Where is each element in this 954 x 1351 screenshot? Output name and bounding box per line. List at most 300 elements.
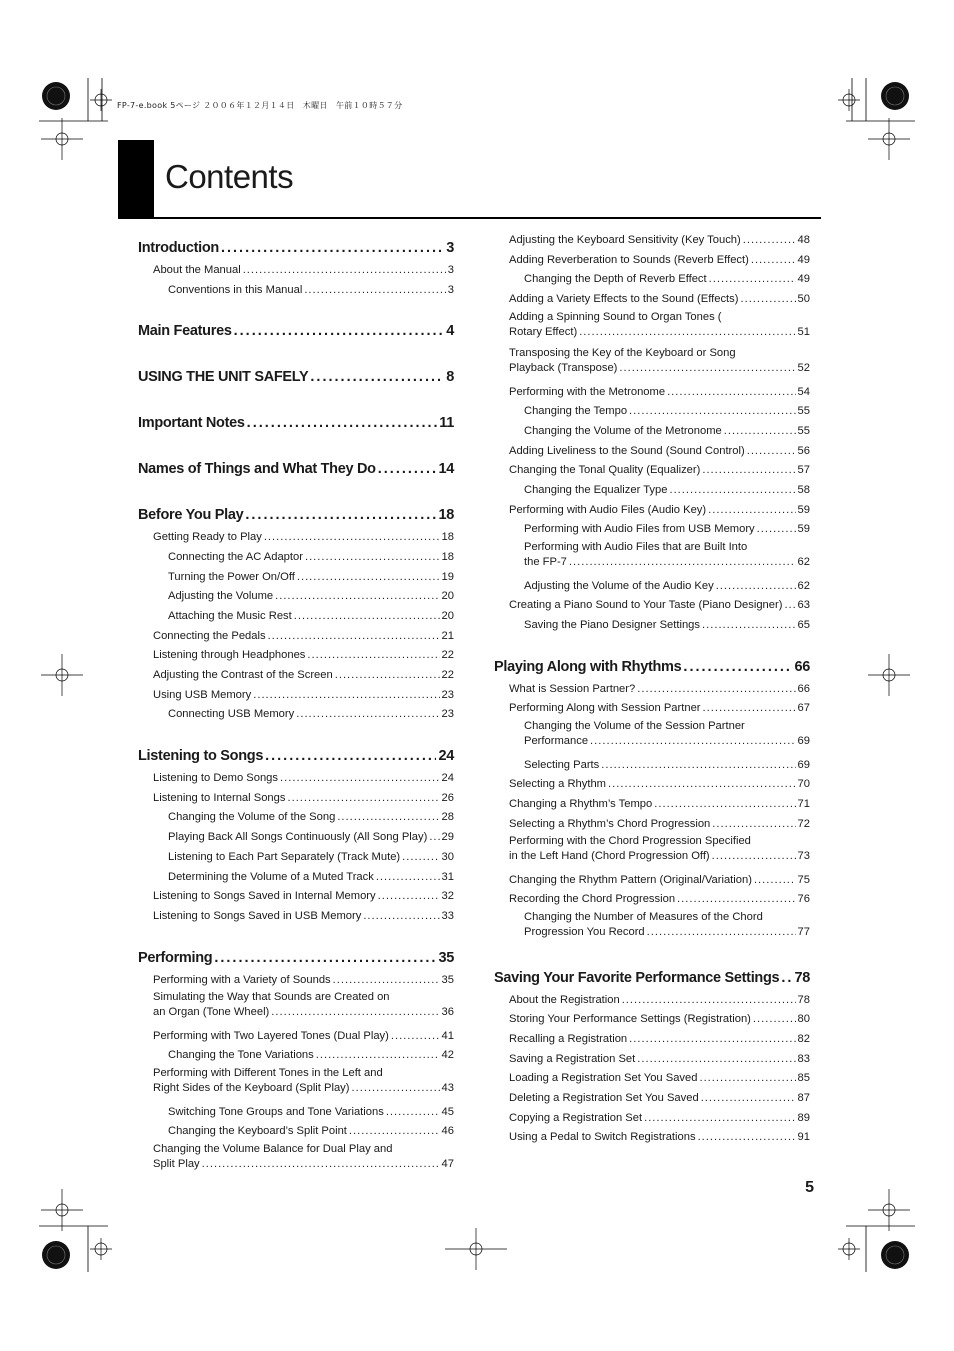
dot-leader bbox=[601, 759, 795, 771]
toc-entry-title-line1: Simulating the Way that Sounds are Created on bbox=[153, 991, 390, 1004]
toc-page-number: 3 bbox=[447, 263, 454, 276]
dot-leader bbox=[590, 735, 796, 747]
toc-entry[interactable] bbox=[494, 576, 810, 596]
toc-entry[interactable] bbox=[138, 1141, 454, 1175]
toc-entry-title: Changing the Depth of Reverb Effect bbox=[524, 273, 707, 286]
toc-page-number: 45 bbox=[441, 1105, 454, 1118]
toc-entry[interactable] bbox=[494, 309, 810, 343]
toc-entry-title: an Organ (Tone Wheel) bbox=[153, 1006, 270, 1019]
toc-entry[interactable] bbox=[494, 870, 810, 890]
toc-entry-title: Performance bbox=[524, 735, 589, 748]
toc-entry[interactable] bbox=[138, 886, 454, 906]
toc-entry-title-line1: Changing the Volume Balance for Dual Play and bbox=[153, 1143, 393, 1156]
toc-page-number: 52 bbox=[797, 362, 810, 375]
toc-entry-title: Selecting Parts bbox=[524, 758, 600, 771]
toc-page-number: 24 bbox=[441, 772, 454, 785]
toc-entry[interactable] bbox=[494, 755, 810, 775]
dot-leader bbox=[708, 504, 795, 516]
toc-page-number: 59 bbox=[797, 503, 810, 516]
toc-entry[interactable] bbox=[494, 615, 810, 635]
toc-page-number: 62 bbox=[797, 579, 810, 592]
dot-leader bbox=[698, 1131, 796, 1143]
toc-entry-title: Deleting a Registration Set You Saved bbox=[509, 1092, 699, 1105]
title-black-bar bbox=[118, 140, 154, 219]
toc-chapter[interactable] bbox=[138, 738, 454, 764]
toc-page-number: 3 bbox=[447, 283, 454, 296]
toc-entry[interactable] bbox=[138, 705, 454, 725]
toc-page-number: 22 bbox=[441, 649, 454, 662]
toc-page-number: 76 bbox=[797, 893, 810, 906]
dot-leader bbox=[622, 994, 796, 1006]
dot-leader bbox=[702, 464, 795, 476]
dot-leader bbox=[202, 1158, 440, 1170]
dot-leader bbox=[644, 1112, 795, 1124]
toc-page-number: 35 bbox=[441, 973, 454, 986]
toc-page-number: 82 bbox=[797, 1033, 810, 1046]
toc-page-number: 66 bbox=[797, 682, 810, 695]
dot-leader bbox=[378, 890, 440, 902]
toc-entry[interactable] bbox=[138, 788, 454, 808]
dot-leader bbox=[747, 445, 796, 457]
toc-entry[interactable] bbox=[494, 441, 810, 461]
toc-chapter[interactable] bbox=[494, 960, 810, 986]
toc-page-number: 57 bbox=[797, 464, 810, 477]
toc-entry-title: Adding a Variety Effects to the Sound (Effects) bbox=[509, 292, 739, 305]
toc-entry[interactable] bbox=[138, 646, 454, 666]
toc-chapter[interactable] bbox=[138, 313, 454, 339]
toc-page-number: 36 bbox=[441, 1006, 454, 1019]
dot-leader bbox=[391, 1030, 440, 1042]
dot-leader bbox=[703, 702, 796, 714]
dot-leader bbox=[221, 240, 444, 256]
toc-page-number: 11 bbox=[439, 415, 454, 432]
toc-page-number: 4 bbox=[446, 323, 454, 340]
toc-page-number: 19 bbox=[441, 570, 454, 583]
toc-entry[interactable] bbox=[494, 679, 810, 699]
toc-entry-title: Connecting the AC Adaptor bbox=[168, 550, 303, 563]
toc-page-number: 48 bbox=[797, 233, 810, 246]
toc-entry-title: Performing with the Metronome bbox=[509, 385, 666, 398]
toc-entry[interactable] bbox=[494, 250, 810, 270]
dot-leader bbox=[264, 531, 440, 543]
toc-entry-title: Changing the Tone Variations bbox=[168, 1049, 314, 1062]
dot-leader bbox=[378, 461, 437, 477]
toc-page-number: 3 bbox=[446, 240, 454, 256]
toc-entry[interactable] bbox=[494, 500, 810, 520]
dot-leader bbox=[234, 323, 445, 339]
toc-entry[interactable] bbox=[494, 421, 810, 441]
toc-entry[interactable] bbox=[494, 480, 810, 500]
toc-entry-title: Creating a Piano Sound to Your Taste (Piano Designer) bbox=[509, 599, 783, 612]
dot-leader bbox=[740, 293, 795, 305]
dot-leader bbox=[784, 599, 795, 611]
toc-entry[interactable] bbox=[494, 345, 810, 379]
toc-page-number: 32 bbox=[441, 890, 454, 903]
toc-entry-title: Changing the Volume of the Metronome bbox=[524, 424, 722, 437]
toc-chapter[interactable] bbox=[138, 405, 454, 431]
dot-leader bbox=[647, 926, 796, 938]
toc-entry-title: Listening to Songs Saved in USB Memory bbox=[153, 909, 362, 922]
toc-page-number: 28 bbox=[441, 811, 454, 824]
toc-entry[interactable] bbox=[138, 260, 454, 280]
toc-entry[interactable] bbox=[494, 1029, 810, 1049]
toc-entry-title: Main Features bbox=[138, 323, 232, 340]
toc-entry-title: About the Registration bbox=[509, 993, 620, 1006]
toc-entry-title: Performing bbox=[138, 949, 213, 966]
dot-leader bbox=[751, 254, 796, 266]
toc-entry-title: Adjusting the Keyboard Sensitivity (Key Touch) bbox=[509, 233, 741, 246]
page-title: Contents bbox=[165, 158, 294, 195]
dot-leader bbox=[629, 1033, 795, 1045]
toc-entry[interactable] bbox=[138, 906, 454, 926]
dot-leader bbox=[629, 405, 796, 417]
toc-entry[interactable] bbox=[494, 794, 810, 814]
dot-leader bbox=[667, 386, 795, 398]
toc-page-number: 50 bbox=[797, 292, 810, 305]
toc-entry[interactable] bbox=[494, 401, 810, 421]
toc-entry-title: Names of Things and What They Do bbox=[138, 461, 376, 478]
dot-leader bbox=[608, 778, 796, 790]
toc-entry[interactable] bbox=[494, 269, 810, 289]
dot-leader bbox=[386, 1106, 440, 1118]
toc-entry-title: the FP-7 bbox=[524, 556, 567, 569]
toc-entry[interactable] bbox=[138, 626, 454, 646]
dot-leader bbox=[352, 1082, 440, 1094]
toc-entry-title: Adding Reverberation to Sounds (Reverb Effect) bbox=[509, 253, 749, 266]
toc-entry-title: Playing Back All Songs Continuously (All Song Play) bbox=[168, 831, 428, 844]
toc-entry-title: Changing the Tempo bbox=[524, 405, 628, 418]
toc-entry[interactable] bbox=[494, 382, 810, 402]
toc-entry-title: Changing the Tonal Quality (Equalizer) bbox=[509, 464, 701, 477]
toc-entry-title: Connecting the Pedals bbox=[153, 629, 266, 642]
dot-leader bbox=[716, 580, 796, 592]
toc-page-number: 75 bbox=[797, 873, 810, 886]
toc-entry-title: Switching Tone Groups and Tone Variations bbox=[168, 1105, 384, 1118]
dot-leader bbox=[701, 1092, 796, 1104]
toc-entry-title: Conventions in this Manual bbox=[168, 283, 303, 296]
toc-entry-title: Introduction bbox=[138, 240, 219, 256]
toc-entry-title: Adjusting the Volume bbox=[168, 590, 274, 603]
toc-entry-title: Selecting a Rhythm’s Chord Progression bbox=[509, 817, 711, 830]
title-rule bbox=[118, 217, 821, 219]
toc-entry[interactable] bbox=[494, 289, 810, 309]
toc-page-number: 33 bbox=[441, 909, 454, 922]
toc-entry[interactable] bbox=[494, 909, 810, 943]
toc-page-number: 55 bbox=[797, 405, 810, 418]
toc-entry-title: Saving the Piano Designer Settings bbox=[524, 618, 701, 631]
dot-leader bbox=[753, 1013, 796, 1025]
dot-leader bbox=[402, 851, 439, 863]
toc-page-number: 49 bbox=[797, 253, 810, 266]
toc-entry[interactable] bbox=[138, 280, 454, 300]
toc-entry[interactable] bbox=[494, 595, 810, 615]
toc-entry-title: Using USB Memory bbox=[153, 688, 252, 701]
dot-leader bbox=[280, 772, 440, 784]
toc-entry[interactable] bbox=[138, 1046, 454, 1066]
dot-leader bbox=[271, 1006, 439, 1018]
toc-entry-title: Changing a Rhythm’s Tempo bbox=[509, 797, 653, 810]
toc-entry[interactable] bbox=[138, 847, 454, 867]
toc-entry-title: Changing the Rhythm Pattern (Original/Variation) bbox=[509, 873, 752, 886]
toc-entry[interactable] bbox=[494, 890, 810, 910]
dot-leader bbox=[316, 1049, 440, 1061]
toc-page-number: 55 bbox=[797, 424, 810, 437]
toc-page-number: 78 bbox=[794, 969, 810, 986]
toc-page-number: 30 bbox=[441, 850, 454, 863]
dot-leader bbox=[297, 571, 440, 583]
toc-entry-title: Adding Liveliness to the Sound (Sound Control) bbox=[509, 444, 745, 457]
toc-page-number: 72 bbox=[797, 817, 810, 830]
toc-page-number: 78 bbox=[797, 993, 810, 1006]
toc-entry-title-line1: Changing the Volume of the Session Partner bbox=[524, 720, 745, 733]
toc-entry-title-line1: Performing with Audio Files that are Built Into bbox=[524, 541, 748, 554]
toc-entry[interactable] bbox=[494, 1108, 810, 1128]
toc-entry[interactable] bbox=[494, 1049, 810, 1069]
toc-entry-title: Connecting USB Memory bbox=[168, 708, 295, 721]
toc-page-number: 69 bbox=[797, 758, 810, 771]
toc-page-number: 8 bbox=[446, 369, 454, 386]
toc-entry-title-line1: Performing with the Chord Progression Specified bbox=[509, 835, 751, 848]
dot-leader bbox=[702, 619, 796, 631]
toc-entry[interactable] bbox=[138, 586, 454, 606]
dot-leader bbox=[363, 910, 439, 922]
toc-entry-title: Recording the Chord Progression bbox=[509, 893, 676, 906]
toc-page-number: 51 bbox=[797, 325, 810, 338]
dot-leader bbox=[699, 1072, 795, 1084]
toc-entry[interactable] bbox=[494, 1128, 810, 1148]
toc-chapter[interactable] bbox=[138, 230, 454, 256]
toc-entry-title: Changing the Equalizer Type bbox=[524, 484, 668, 497]
toc-page-number: 49 bbox=[797, 273, 810, 286]
dot-leader bbox=[307, 649, 439, 661]
toc-page-number: 20 bbox=[441, 609, 454, 622]
dot-leader bbox=[214, 950, 436, 966]
toc-page-number: 54 bbox=[797, 385, 810, 398]
toc-page-number: 80 bbox=[797, 1013, 810, 1026]
dot-leader bbox=[569, 556, 796, 568]
toc-chapter[interactable] bbox=[138, 940, 454, 966]
toc-entry-title: Turning the Power On/Off bbox=[168, 570, 295, 583]
dot-leader bbox=[754, 874, 796, 886]
toc-entry-title: Saving Your Favorite Performance Settings bbox=[494, 969, 780, 986]
toc-entry-title: Performing Along with Session Partner bbox=[509, 702, 701, 715]
toc-entry-title: Listening to Songs bbox=[138, 748, 264, 765]
toc-entry-title: Selecting a Rhythm bbox=[509, 778, 607, 791]
dot-leader bbox=[669, 484, 795, 496]
toc-entry[interactable] bbox=[494, 718, 810, 752]
dot-leader bbox=[337, 811, 439, 823]
toc-entry-title: About the Manual bbox=[153, 263, 241, 276]
toc-entry[interactable] bbox=[138, 970, 454, 990]
toc-entry[interactable] bbox=[494, 1069, 810, 1089]
toc-page-number: 59 bbox=[797, 523, 810, 536]
toc-page-number: 29 bbox=[441, 831, 454, 844]
toc-page-number: 18 bbox=[441, 531, 454, 544]
toc-entry[interactable] bbox=[494, 520, 810, 540]
toc-entry-title: Using a Pedal to Switch Registrations bbox=[509, 1131, 696, 1144]
toc-page-number: 65 bbox=[797, 618, 810, 631]
toc-chapter[interactable] bbox=[494, 649, 810, 675]
toc-entry-title: Changing the Volume of the Song bbox=[168, 811, 336, 824]
toc-entry[interactable] bbox=[494, 230, 810, 250]
toc-entry[interactable] bbox=[138, 527, 454, 547]
toc-entry[interactable] bbox=[494, 539, 810, 573]
toc-entry-title: Playing Along with Rhythms bbox=[494, 658, 682, 675]
toc-entry[interactable] bbox=[494, 990, 810, 1010]
toc-page-number: 83 bbox=[797, 1052, 810, 1065]
toc-page-number: 20 bbox=[441, 590, 454, 603]
toc-page-number: 21 bbox=[441, 629, 454, 642]
toc-entry-title: Performing with Two Layered Tones (Dual Play) bbox=[153, 1029, 389, 1042]
dot-leader bbox=[247, 415, 438, 431]
toc-page-number: 22 bbox=[441, 669, 454, 682]
toc-entry-title: Loading a Registration Set You Saved bbox=[509, 1072, 698, 1085]
toc-entry[interactable] bbox=[138, 567, 454, 587]
dot-leader bbox=[724, 425, 796, 437]
dot-leader bbox=[637, 683, 795, 695]
toc-page-number: 77 bbox=[797, 926, 810, 939]
toc-page-number: 47 bbox=[441, 1158, 454, 1171]
dot-leader bbox=[268, 630, 440, 642]
dot-leader bbox=[712, 818, 795, 830]
toc-entry-title: What is Session Partner? bbox=[509, 682, 636, 695]
toc-entry[interactable] bbox=[494, 1088, 810, 1108]
toc-entry[interactable] bbox=[138, 1102, 454, 1122]
toc-entry-title: Determining the Volume of a Muted Track bbox=[168, 870, 374, 883]
toc-entry-title: Adjusting the Contrast of the Screen bbox=[153, 669, 333, 682]
toc-page-number: 89 bbox=[797, 1111, 810, 1124]
toc-page-number: 23 bbox=[441, 688, 454, 701]
toc-entry-title: Progression You Record bbox=[524, 926, 645, 939]
toc-page-number: 46 bbox=[441, 1125, 454, 1138]
toc-entry-title-line1: Changing the Number of Measures of the Chord bbox=[524, 911, 763, 924]
toc-page-number: 91 bbox=[797, 1131, 810, 1144]
dot-leader bbox=[305, 551, 440, 563]
dot-leader bbox=[275, 590, 439, 602]
toc-entry-title: Saving a Registration Set bbox=[509, 1052, 636, 1065]
toc-page-number: 18 bbox=[441, 550, 454, 563]
dot-leader bbox=[245, 507, 436, 523]
toc-entry[interactable] bbox=[138, 808, 454, 828]
toc-entry[interactable] bbox=[138, 1065, 454, 1099]
toc-page-number: 63 bbox=[797, 599, 810, 612]
dot-leader bbox=[294, 610, 440, 622]
toc-entry-title: Split Play bbox=[153, 1158, 200, 1171]
toc-page-number: 87 bbox=[797, 1092, 810, 1105]
toc-entry[interactable] bbox=[494, 774, 810, 794]
toc-entry-title: Getting Ready to Play bbox=[153, 531, 262, 544]
toc-page-number: 14 bbox=[438, 461, 454, 478]
dot-leader bbox=[376, 871, 440, 883]
dot-leader bbox=[709, 273, 796, 285]
toc-entry-title: Listening to Each Part Separately (Track Mute) bbox=[168, 850, 401, 863]
toc-entry[interactable] bbox=[494, 699, 810, 719]
toc-entry-title: Performing with Audio Files from USB Memory bbox=[524, 523, 755, 536]
toc-entry-title: Attaching the Music Rest bbox=[168, 609, 292, 622]
toc-page-number: 18 bbox=[438, 507, 454, 524]
toc-entry[interactable] bbox=[494, 814, 810, 834]
toc-page-number: 56 bbox=[797, 444, 810, 457]
page-number: 5 bbox=[805, 1179, 814, 1196]
toc-entry-title: Listening to Internal Songs bbox=[153, 791, 286, 804]
toc-entry[interactable] bbox=[494, 1010, 810, 1030]
dot-leader bbox=[743, 234, 796, 246]
toc-entry[interactable] bbox=[138, 989, 454, 1023]
dot-leader bbox=[637, 1053, 795, 1065]
toc-entry-title: Adjusting the Volume of the Audio Key bbox=[524, 579, 714, 592]
dot-leader bbox=[310, 369, 444, 385]
toc-entry[interactable] bbox=[138, 606, 454, 626]
dot-leader bbox=[654, 798, 795, 810]
dot-leader bbox=[287, 792, 439, 804]
toc-page-number: 70 bbox=[797, 778, 810, 791]
dot-leader bbox=[757, 523, 796, 535]
toc-entry-title: Changing the Keyboard’s Split Point bbox=[168, 1125, 347, 1138]
dot-leader bbox=[619, 362, 795, 374]
toc-entry-title-line1: Performing with Different Tones in the Left and bbox=[153, 1067, 383, 1080]
toc-entry-title: Copying a Registration Set bbox=[509, 1111, 643, 1124]
toc-entry[interactable] bbox=[138, 1122, 454, 1142]
toc-entry-title: Playback (Transpose) bbox=[509, 362, 618, 375]
dot-leader bbox=[349, 1125, 440, 1137]
dot-leader bbox=[712, 850, 796, 862]
toc-entry[interactable] bbox=[138, 1026, 454, 1046]
dot-leader bbox=[579, 326, 795, 338]
dot-leader bbox=[333, 974, 440, 986]
toc-page-number: 42 bbox=[441, 1049, 454, 1062]
toc-entry[interactable] bbox=[494, 461, 810, 481]
dot-leader bbox=[304, 284, 445, 296]
toc-chapter[interactable] bbox=[138, 359, 454, 385]
toc-page-number: 58 bbox=[797, 484, 810, 497]
toc-entry-title: Listening through Headphones bbox=[153, 649, 306, 662]
toc-page-number: 73 bbox=[797, 850, 810, 863]
file-info-header: FP-7-e.book 5ページ ２００６年１２月１４日 木曜日 午前１０時５７分 bbox=[117, 101, 403, 110]
toc-entry-title-line1: Adding a Spinning Sound to Organ Tones ( bbox=[509, 310, 722, 323]
toc-entry-title: Recalling a Registration bbox=[509, 1033, 628, 1046]
toc-entry-title: in the Left Hand (Chord Progression Off) bbox=[509, 850, 710, 863]
toc-entry-title-line1: Transposing the Key of the Keyboard or Song bbox=[509, 347, 736, 360]
toc-page-number: 71 bbox=[797, 797, 810, 810]
dot-leader bbox=[243, 264, 446, 276]
dot-leader bbox=[296, 708, 439, 720]
toc-entry-title: Important Notes bbox=[138, 415, 245, 432]
toc-entry-title: Rotary Effect) bbox=[509, 325, 578, 338]
toc-entry[interactable] bbox=[138, 665, 454, 685]
toc-page-number: 41 bbox=[441, 1029, 454, 1042]
toc-entry-title: Before You Play bbox=[138, 507, 244, 524]
toc-entry[interactable] bbox=[138, 768, 454, 788]
dot-leader bbox=[335, 669, 440, 681]
toc-chapter[interactable] bbox=[138, 497, 454, 523]
dot-leader bbox=[265, 748, 436, 764]
toc-page-number: 69 bbox=[797, 735, 810, 748]
toc-entry-title: Right Sides of the Keyboard (Split Play) bbox=[153, 1082, 350, 1095]
toc-page-number: 26 bbox=[441, 791, 454, 804]
toc-entry[interactable] bbox=[138, 547, 454, 567]
toc-entry-title: Listening to Songs Saved in Internal Memory bbox=[153, 890, 376, 903]
toc-right-column bbox=[494, 230, 810, 1147]
toc-entry[interactable] bbox=[138, 685, 454, 705]
toc-entry[interactable] bbox=[494, 833, 810, 867]
toc-left-column bbox=[138, 230, 454, 1178]
toc-entry[interactable] bbox=[138, 827, 454, 847]
toc-chapter[interactable] bbox=[138, 451, 454, 477]
toc-page-number: 35 bbox=[438, 949, 454, 966]
toc-page-number: 43 bbox=[441, 1082, 454, 1095]
toc-entry[interactable] bbox=[138, 867, 454, 887]
dot-leader bbox=[677, 893, 796, 905]
